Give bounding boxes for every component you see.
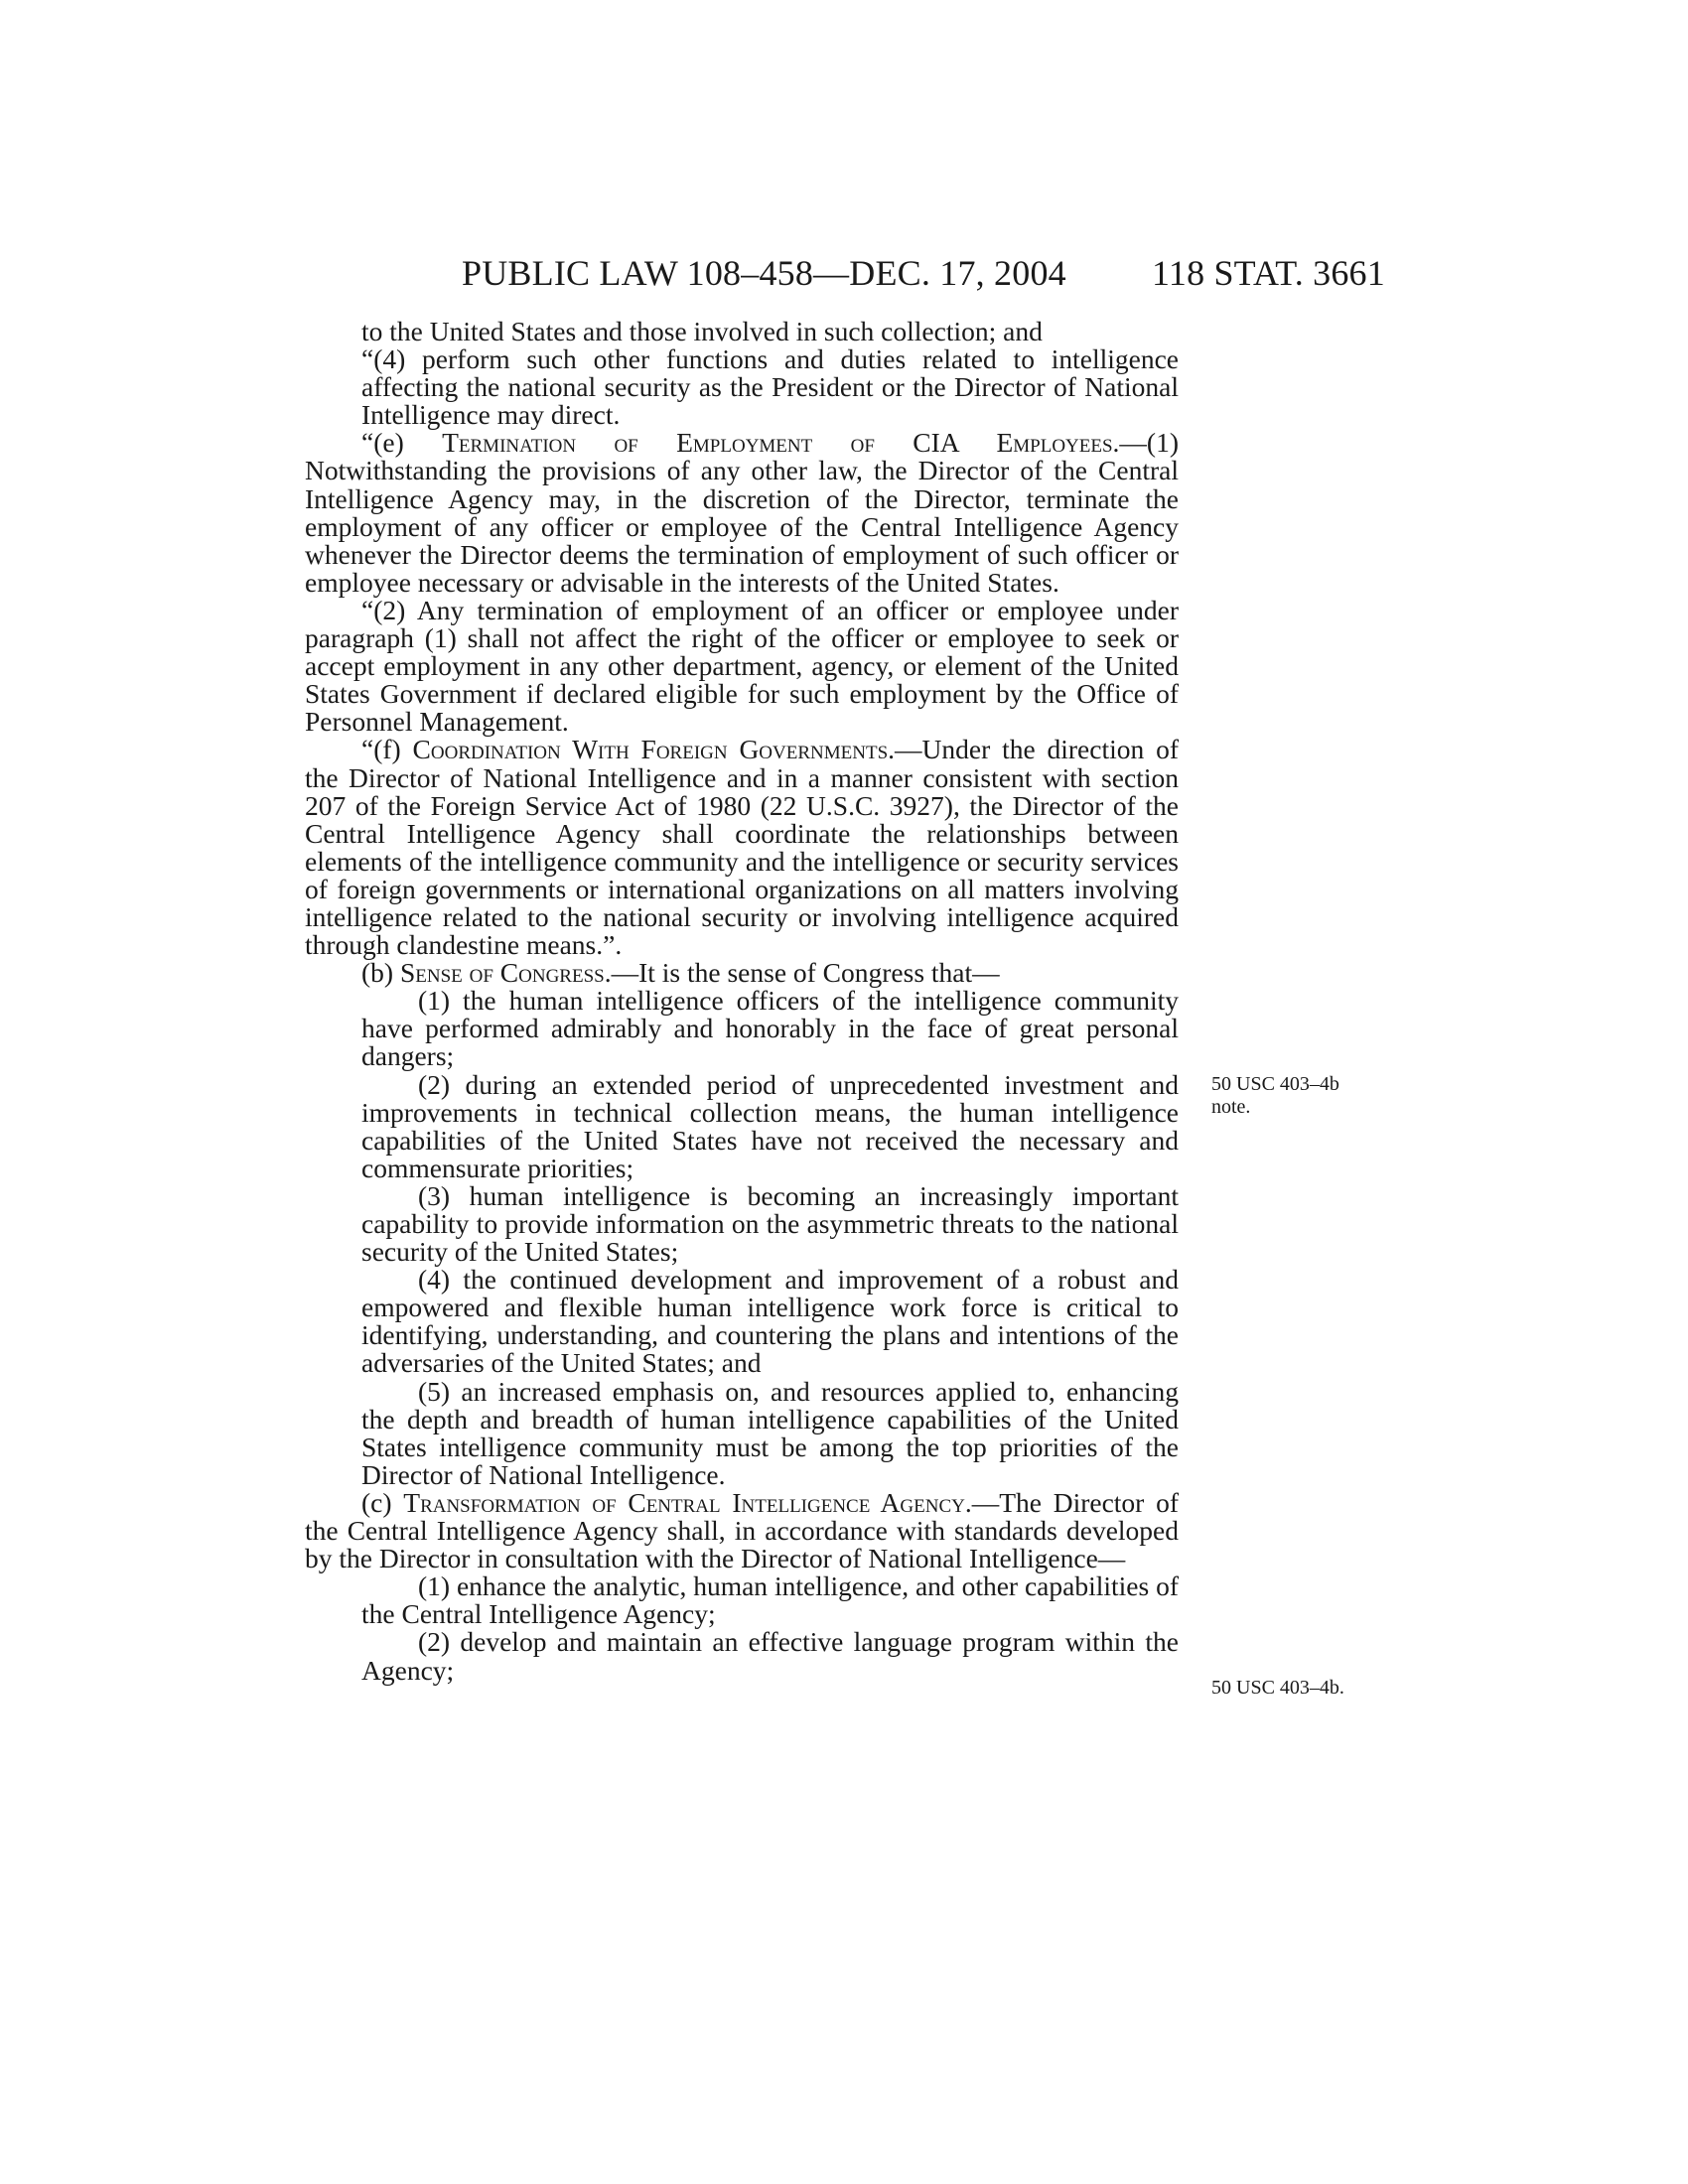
paragraph-subsection-c (305, 1486, 1179, 1574)
paragraph-c-1: (1) enhance the analytic, human intelligence, and other capabilities of the Central Intelligence Agency; (361, 1570, 1179, 1630)
paragraph-subsection-b (305, 959, 1179, 987)
paragraph-subsection-e (305, 429, 1179, 597)
subsection-lead: “(f) (361, 734, 413, 765)
paragraph-e-2: “(2) Any termination of employment of an officer or employee under paragraph (1) shall not affect the right of the officer or employee to seek or accept employment in any other department, agency, or element of the United States Government if declared eligible for such employment by the Office of Personnel Management. (305, 594, 1179, 738)
subsection-heading: Transformation of Central Intelligence Agency. (403, 1486, 972, 1518)
margin-citation-note (1211, 1073, 1339, 1119)
subsection-text: —(1) Notwithstanding the provisions of any other law, the Director of the Central Intelligence Agency may, in the discretion of the Director, terminate the employment of any officer or employee of the Central Intelligence Agency whenever the Director deems the termination of employment of such officer or employee necessary or advisable in the interests of the United States. (305, 427, 1179, 598)
margin-citation-line: 50 USC 403–4b. (1211, 1677, 1344, 1699)
subsection-text: —It is the sense of Congress that— (611, 957, 1000, 989)
paragraph-b-2: (2) during an extended period of unprecedented investment and improvements in technical collection means, the human intelligence capabilities of the United States have not received the necessary and commensurate priorities; (361, 1068, 1179, 1183)
running-head-stat-page: 118 STAT. 3661 (1152, 253, 1385, 293)
subsection-text: —Under the direction of the Director of National Intelligence and in a manner consistent with section 207 of the Foreign Service Act of 1980 (22 U.S.C. 3927), the Director of the Central Intelligence Agency shall coordinate the relationships between elements of the intelligence community and the intelligence or security services of foreign governments or international organizations on all matters involving intelligence related to the national security or involving intelligence acquired through clandestine means.”. (305, 734, 1180, 961)
subsection-lead: “(e) (361, 427, 443, 459)
subsection-heading: Coordination With Foreign Governments. (412, 734, 896, 765)
subsection-lead: (b) (361, 957, 400, 989)
subsection-heading: Sense of Congress. (399, 957, 612, 989)
paragraph-c-2: (2) develop and maintain an effective language program within the Agency; (361, 1626, 1179, 1686)
margin-citation-line: note. (1211, 1096, 1251, 1118)
margin-citation-line: 50 USC 403–4b (1211, 1073, 1339, 1095)
paragraph-subsection-f (305, 736, 1179, 959)
paragraph-b-4: (4) the continued development and improvement of a robust and empowered and flexible human intelligence work force is critical to identifying, understanding, and countering the plans and intentions of the adversaries of the United States; and (361, 1264, 1179, 1379)
paragraph-b-1: (1) the human intelligence officers of the intelligence community have performed admirably and honorably in the face of great personal dangers; (361, 985, 1179, 1072)
paragraph-b-5: (5) an increased emphasis on, and resources applied to, enhancing the depth and breadth of human intelligence capabilities of the United States intelligence community must be among the top priorities of the Director of National Intelligence. (361, 1375, 1179, 1490)
subsection-lead: (c) (361, 1486, 404, 1518)
subsection-heading: Termination of Employment of CIA Employees. (442, 427, 1120, 459)
margin-citation-note (1211, 1677, 1344, 1700)
paragraph-item-4: “(4) perform such other functions and duties related to intelligence affecting the national security as the President or the Director of National Intelligence may direct. (361, 343, 1179, 431)
body-text (305, 318, 1179, 1685)
paragraph-b-3: (3) human intelligence is becoming an increasingly important capability to provide information on the asymmetric threats to the national security of the United States; (361, 1179, 1179, 1268)
running-head-title: PUBLIC LAW 108–458—DEC. 17, 2004 (462, 253, 1066, 293)
paragraph-continuation: to the United States and those involved in such collection; and (361, 316, 1043, 346)
subsection-text: —The Director of the Central Intelligence Agency shall, in accordance with standards developed by the Director in consultation with the Director of National Intelligence— (305, 1486, 1179, 1574)
